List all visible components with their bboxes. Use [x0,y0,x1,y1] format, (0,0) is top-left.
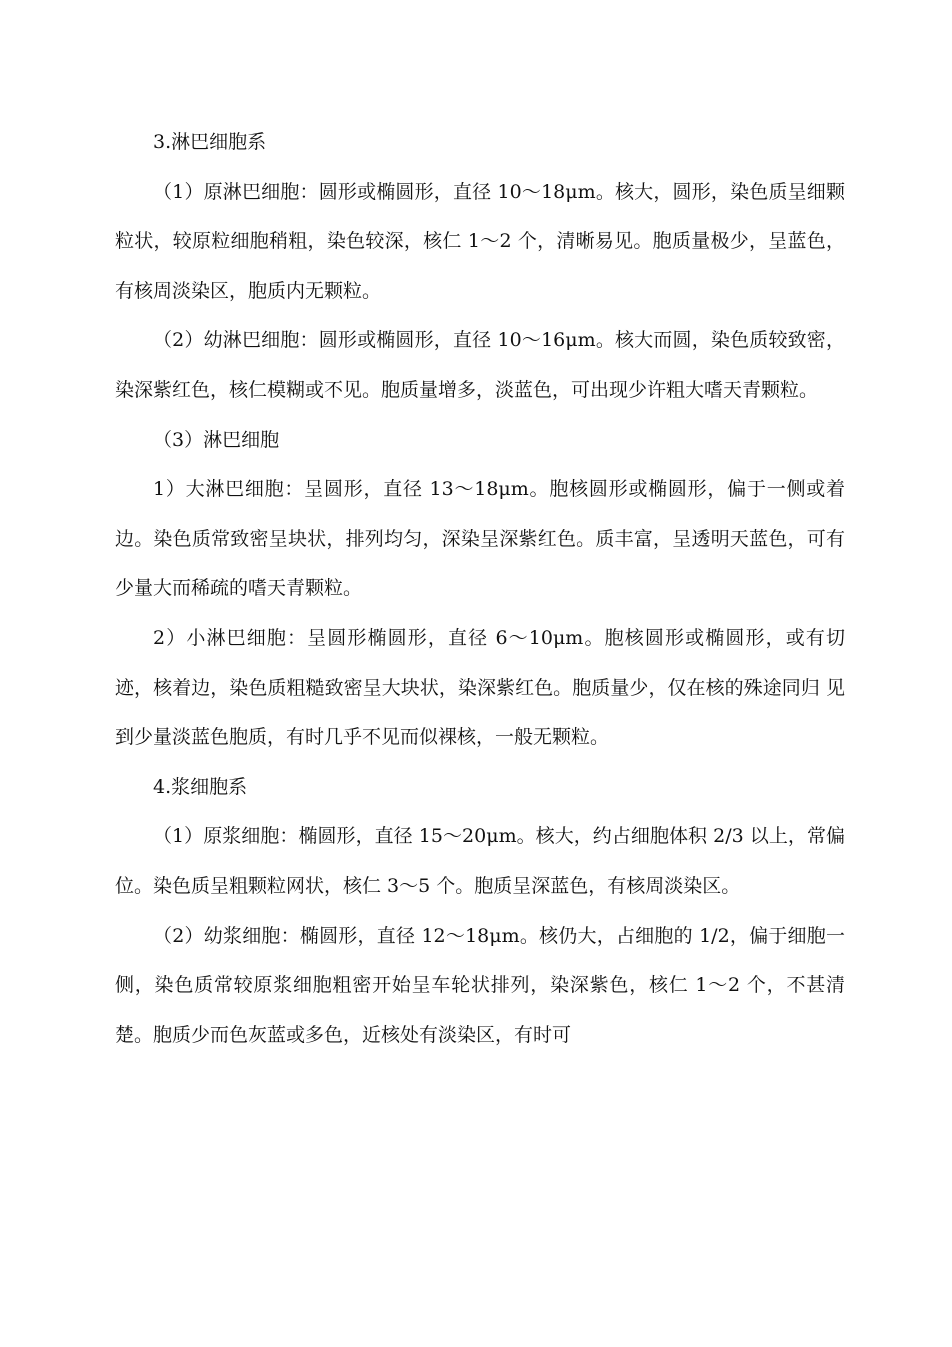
subheading-lymphocyte: （3）淋巴细胞 [153,428,280,451]
document-body [115,118,845,1060]
paragraph-prolymphocyte: （2）幼淋巴细胞：圆形或椭圆形，直径 10～16μm。核大而圆，染色质较致密，染深紫红色，核仁模糊或不见。胞质量增多，淡蓝色，可出现少许粗大嗜天青颗粒。 [115,329,845,401]
paragraph-proplasmacyte: （2）幼浆细胞：椭圆形，直径 12～18μm。核仍大，占细胞的 1/2，偏于细胞一侧，染色质常较原浆细胞粗密开始呈车轮状排列，染深紫色，核仁 1～2 个，不甚清楚。胞质少而色灰蓝或多色，近核处有淡染区，有时可 [115,924,845,1046]
section-heading-lymphocyte-series: 3.淋巴细胞系 [153,131,267,153]
paragraph-plasmablast: （1）原浆细胞：椭圆形，直径 15～20μm。核大，约占细胞体积 2/3 以上，常偏位。染色质呈粗颗粒网状，核仁 3～5 个。胞质呈深蓝色，有核周淡染区。 [115,825,845,897]
section-heading-plasma-cell-series: 4.浆细胞系 [153,775,248,798]
paragraph-large-lymphocyte: 1）大淋巴细胞：呈圆形，直径 13～18μm。胞核圆形或椭圆形，偏于一侧或着边。染色质常致密呈块状，排列均匀，深染呈深紫红色。质丰富，呈透明天蓝色，可有少量大而稀疏的嗜天青颗粒。 [115,478,845,600]
paragraph-lymphoblast: （1）原淋巴细胞：圆形或椭圆形，直径 10～18μm。核大，圆形，染色质呈细颗粒状，较原粒细胞稍粗，染色较深，核仁 1～2 个，清晰易见。胞质量极少，呈蓝色，有核周淡染区，胞质内无颗粒。 [115,180,845,302]
paragraph-small-lymphocyte: 2）小淋巴细胞：呈圆形椭圆形，直径 6～10μm。胞核圆形或椭圆形，或有切迹，核着边，染色质粗糙致密呈大块状，染深紫红色。胞质量少，仅在核的殊途同归 见到少量淡蓝色胞质，有时几乎不见而似裸核，一般无颗粒。 [115,626,845,749]
